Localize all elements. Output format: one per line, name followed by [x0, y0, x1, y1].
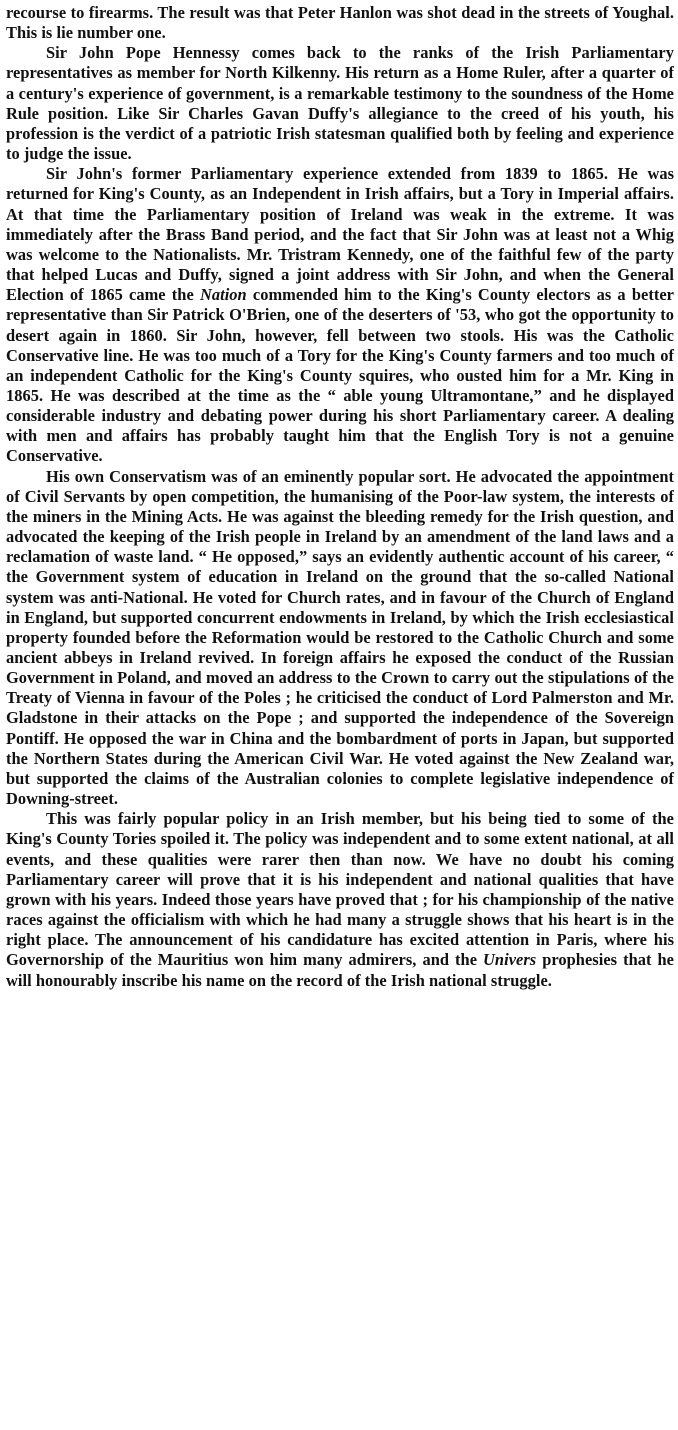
text-run: prophesies that he will honourably inscribe his name on the record of the Irish national struggle.	[6, 950, 674, 990]
paragraph-conservatism	[6, 467, 674, 810]
text-run: His own Conservatism was of an eminently popular sort. He advocated the appointment of Civil Servants by open competition, the humanising of the Poor-law system, the interests of the miners in the Mining Acts. He was against the bleeding remedy for the Irish question, and advocated the keeping of the Irish people in Ireland by an amendment of the land laws and a reclamation of waste land. “ He opposed,” says an evidently authentic account of his career, “ the Government system of education in Ireland on the ground that the so-called National system was anti-National. He voted for Church rates, and in favour of the Church of England in England, but supported concurrent endowments in Ireland, by which the Irish ecclesiastical property founded before the Reformation would be restored to the Catholic Church and some ancient abbeys in Ireland revived. In foreign affairs he exposed the conduct of the Russian Government in Poland, and moved an address to the Crown to carry out the stipulations of the Treaty of Vienna in favour of the Poles ; he criticised the conduct of Lord Palmerston and Mr. Gladstone in their attacks on the Pope ; and supported the independence of the Sovereign Pontiff. He opposed the war in China and the bombardment of ports in Japan, but supported the Northern States during the American Civil War. He voted against the New Zealand war, but supported the claims of the Australian colonies to complete legislative independence of Downing-street.	[6, 466, 674, 809]
paragraph-popular-policy	[6, 809, 674, 990]
paragraph-continuation	[6, 3, 674, 43]
text-run: Sir John's former Parliamentary experience extended from 1839 to 1865. He was returned for King's County, as an Independent in Irish affairs, but a Tory in Imperial affairs. At that time the Parliamentary position of Ireland was weak in the extreme. It was immediately after the Brass Band period, and the fact that Sir John was at least not a Whig was welcome to the Nationalists. Mr. Tristram Kennedy, one of the faithful few of the party that helped Lucas and Duffy, signed a joint address with Sir John, and when the General Election of 1865 came the	[6, 164, 674, 305]
italic-run-univers: Univers	[483, 950, 537, 970]
text-run: Sir John Pope Hennessy comes back to the ranks of the Irish Parliamentary representatives as member for North Kilkenny. His return as a Home Ruler, after a quarter of a century's experience of government, is a remarkable testimony to the soundness of the Home Rule position. Like Sir Charles Gavan Duffy's allegiance to the creed of his youth, his profession is the verdict of a patriotic Irish statesman qualified both by feeling and experience to judge the issue.	[6, 43, 674, 164]
newspaper-column	[6, 3, 674, 991]
text-run: commended him to the King's County electors as a better representative than Sir Patrick O'Brien, one of the deserters of '53, who got the opportunity to desert again in 1860. Sir John, however, fell between two stools. His was the Catholic Conservative line. He was too much of a Tory for the King's County farmers and too much of an independent Catholic for the King's County squires, who ousted him for a Mr. King in 1865. He was described at the time as the “ able young Ultramontane,” and he displayed considerable industry and debating power during his short Parliamentary career. A dealing with men and affairs has probably taught him that the English Tory is not a genuine Conservative.	[6, 285, 674, 466]
paragraph-former-experience	[6, 164, 674, 466]
italic-run-nation: Nation	[199, 285, 247, 305]
text-run: This was fairly popular policy in an Irish member, but his being tied to some of the King's County Tories spoiled it. The policy was independent and to some extent national, at all events, and these qualities were rarer then than now. We have no doubt his coming Parliamentary career will prove that it is his independent and national qualities that have grown with his years. Indeed those years have proved that ; for his championship of the native races against the officialism with which he had many a struggle shows that his heart is in the right place. The announcement of his candidature has excited attention in Paris, where his Governorship of the Mauritius won him many admirers, and the	[6, 809, 674, 970]
paragraph-hennessy-return	[6, 43, 674, 164]
text-run: recourse to firearms. The result was that Peter Hanlon was shot dead in the streets of Youghal. This is lie number one.	[6, 3, 674, 43]
